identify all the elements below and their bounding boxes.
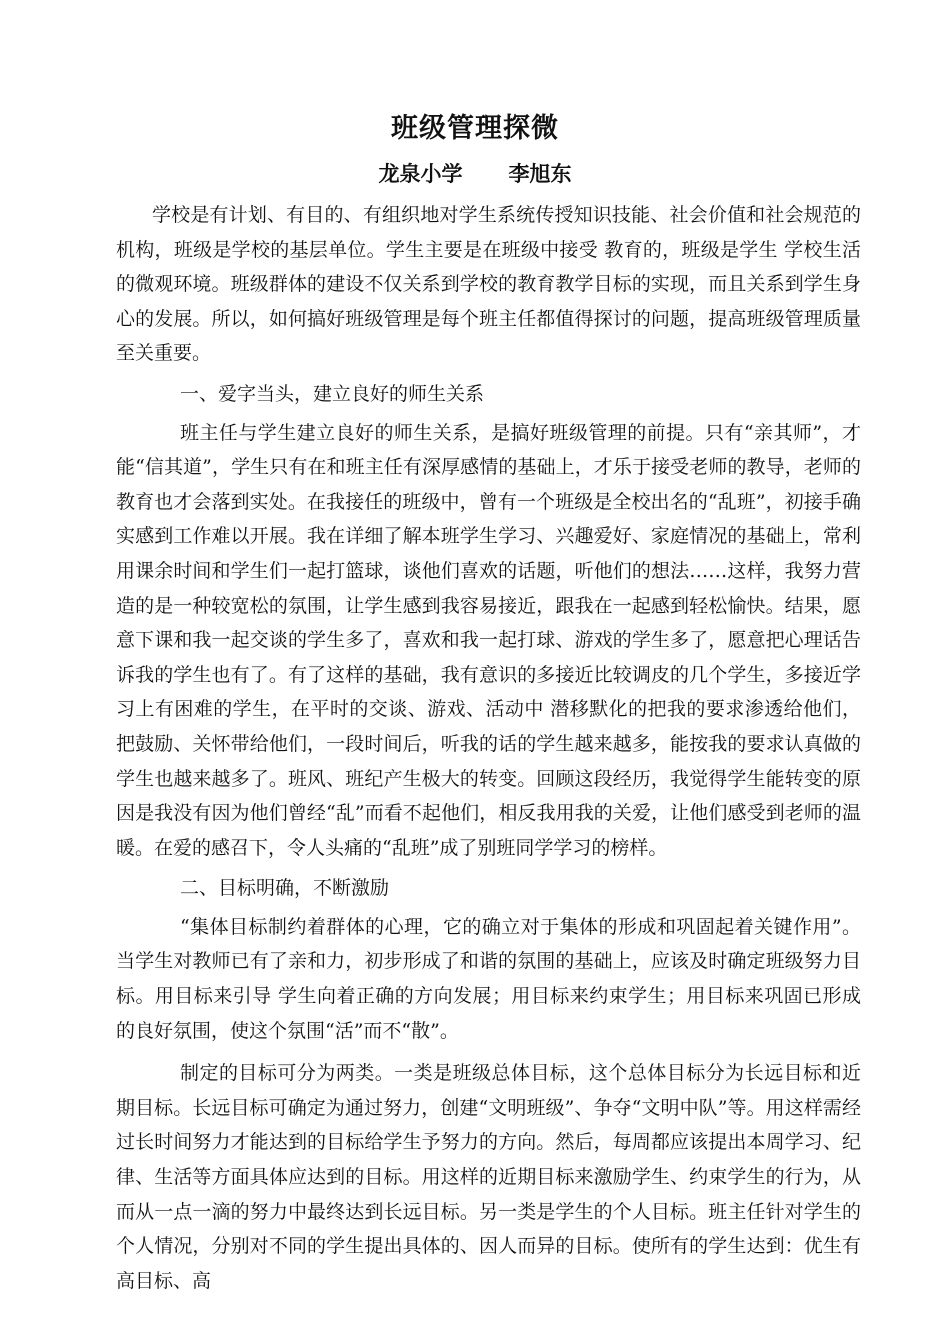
document-body xyxy=(116,198,861,1298)
section-heading: 二、目标明确，不断激励 xyxy=(180,877,390,900)
author-school: 龙泉小学 xyxy=(378,162,463,186)
author-name: 李旭东 xyxy=(508,162,572,186)
paragraph: “集体目标制约着群体的心理，它的确立对于集体的形成和巩固起着关键作用”。当学生对教师已有了亲和力，初步形成了和谐的氛围的基础上，应该及时确定班级努力目标。用目标来引导 学生向着正确的方向发展；用目标来约束学生；用目标来巩固已形成的良好氛围，使这个氛围“活”而不“散”。 xyxy=(116,915,861,1042)
section-heading: 一、爱字当头，建立良好的师生关系 xyxy=(180,382,485,405)
paragraph: 学校是有计划、有目的、有组织地对学生系统传授知识技能、社会价值和社会规范的机构，班级是学校的基层单位。学生主要是在班级中接受 教育的，班级是学生 学校生活的微观环境。班级群体的建设不仅关系到学校的教育教学目标的实现，而且关系到学生身心的发展。所以，如何搞好班级管理是每个班主任都值得探讨的问题，提高班级管理质量至关重要。 xyxy=(116,204,861,365)
paragraph: 班主任与学生建立良好的师生关系，是搞好班级管理的前提。只有“亲其师”，才能“信其道”，学生只有在和班主任有深厚感情的基础上，才乐于接受老师的教导，老师的教育也才会落到实处。在我接任的班级中，曾有一个班级是全校出名的“乱班”，初接手确实感到工作难以开展。我在详细了解本班学生学习、兴趣爱好、家庭情况的基础上，常利用课余时间和学生们一起打篮球，谈他们喜欢的话题，听他们的想法……这样，我努力营造的是一种较宽松的氛围，让学生感到我容易接近，跟我在一起感到轻松愉快。结果，愿意下课和我一起交谈的学生多了，喜欢和我一起打球、游戏的学生多了，愿意把心理话告诉我的学生也有了。有了这样的基础，我有意识的多接近比较调皮的几个学生，多接近学习上有困难的学生，在平时的交谈、游戏、活动中 潜移默化的把我的要求渗透给他们，把鼓励、关怀带给他们，一段时间后，听我的话的学生越来越多，能按我的要求认真做的学生也越来越多了。班风、班纪产生极大的转变。回顾这段经历，我觉得学生能转变的原因是我没有因为他们曾经“乱”而看不起他们，相反我用我的关爱，让他们感受到老师的温暖。在爱的感召下，令人头痛的“乱班”成了别班同学学习的榜样。 xyxy=(116,421,861,859)
author-line xyxy=(0,158,950,188)
document-title: 班级管理探微 xyxy=(391,113,559,144)
paragraph: 制定的目标可分为两类。一类是班级总体目标，这个总体目标分为长远目标和近期目标。长远目标可确定为通过努力，创建“文明班级”、争夺“文明中队”等。用这样需经过长时间努力才能达到的目标给学生予努力的方向。然后，每周都应该提出本周学习、纪律、生活等方面具体应达到的目标。用这样的近期目标来激励学生、约束学生的行为，从而从一点一滴的努力中最终达到长远目标。另一类是学生的个人目标。班主任针对学生的个人情况，分别对不同的学生提出具体的、因人而异的目标。使所有的学生达到：优生有高目标、高 xyxy=(116,1062,861,1292)
